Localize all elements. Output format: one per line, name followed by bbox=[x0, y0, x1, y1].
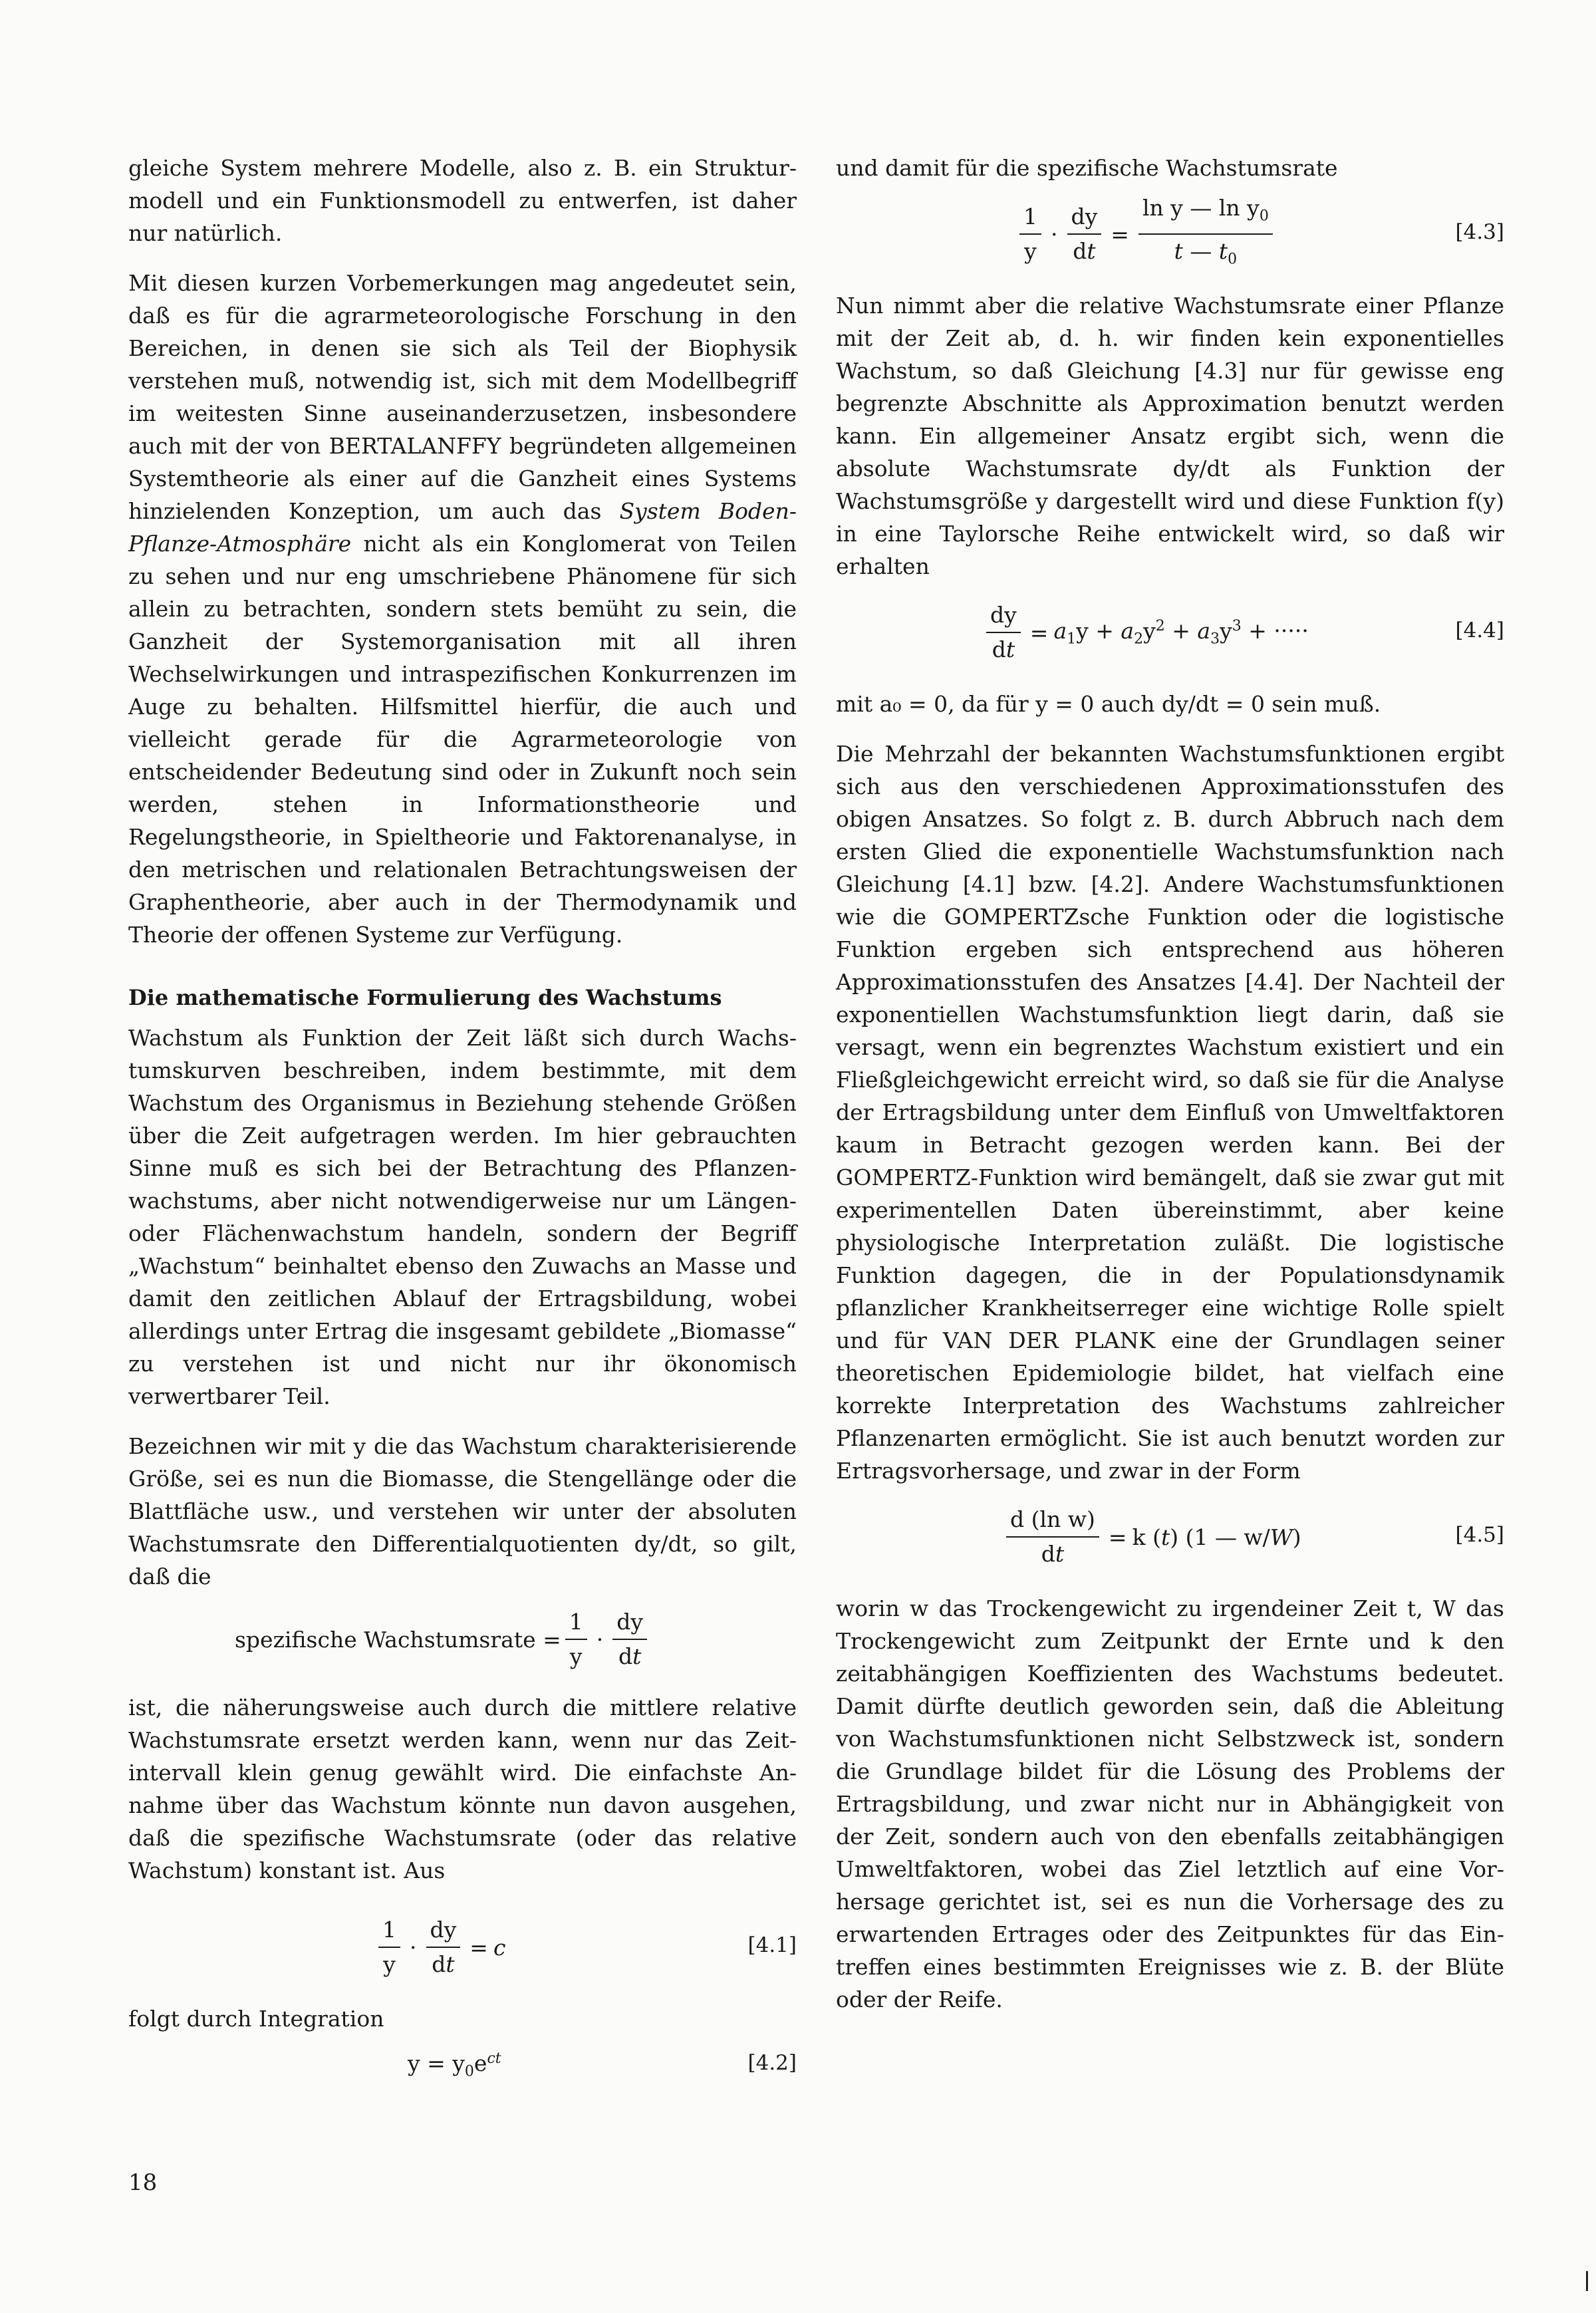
paragraph: Bezeichnen wir mit y die das Wachstum charakterisierende Größe, sei es nun die Biomasse, die Stengellänge oder die Blattfläche usw., und verstehen wir unter der absoluten Wachstumsrate den Differentialquotienten dy/dt, so gilt, daß die bbox=[128, 1433, 797, 1589]
equation-4-1: $\frac{1}{y}$ · $\frac{dy}{dt}$ = c [4.1] bbox=[128, 1904, 797, 1990]
paragraph: Die Mehrzahl der bekannten Wachstumsfunktionen ergibt sich aus den verschiedenen Approximationsstufen des obigen Ansatzes. So folgt z. B. durch Abbruch nach dem ersten Glied die exponentielle Wachstumsfunktion nach Gleichung [4.1] bzw. [4.2]. Andere Wachstumsfunktionen wie die GOMPERTZsche Funktion oder die logistische Funktion ergeben sich entsprechend aus höheren Approximationsstufen des Ansatzes [4.4]. Der Nachteil der exponentiellen Wachstumsfunktion liegt darin, daß sie versagt, wenn ein begrenztes Wachstum existiert und ein Fließgleichgewicht erreicht wird, so daß sie für die Analyse der Ertragsbildung unter dem Einfluß von Umweltfaktoren kaum in Betracht gezogen werden kann. Bei der GOMPERTZ-Funktion wird bemängelt, daß sie zwar gut mit experimentellen Daten übereinstimmt, aber keine physiologische Interpretation zuläßt. Die logistische Funktion dagegen, die in der Populationsdynamik pflanzlicher Krankheitserreger eine wichtige Rolle spielt und für VAN DER PLANK eine der Grundlagen seiner theoretischen Epidemiologie bildet, hat vielfach eine korrekte Interpretation des Wachstums zahlreicher Pflanzenarten ermöglicht. Sie ist auch benutzt worden zur Ertragsvorhersage, und zwar in der Form bbox=[836, 741, 1504, 1484]
equation-number: [4.1] bbox=[747, 1933, 797, 1957]
section-heading: Die mathematische Formulierung des Wachstums bbox=[128, 985, 722, 1010]
equation-label: spezifische Wachstumsrate = bbox=[235, 1626, 561, 1653]
right-column bbox=[836, 152, 1504, 2033]
paragraph: gleiche System mehrere Modelle, also z. B. ein Strukturmodell und ein Funktionsmodell zu entwerfen, ist daher nur natürlich. bbox=[128, 155, 797, 246]
equation-4-5: $\frac{\text{d (ln w)}}{dt}$ = k (t) (1 — w/W) [4.5] bbox=[836, 1494, 1504, 1580]
paragraph: mit a₀ = 0, da für y = 0 auch dy/dt = 0 sein muß. bbox=[836, 691, 1381, 717]
equation-number: [4.2] bbox=[747, 2051, 797, 2075]
page-number: 18 bbox=[128, 2169, 158, 2196]
equation-4-2: $y = y_0e^{ct}$ [4.2] bbox=[408, 2050, 797, 2080]
paragraph: und damit für die spezifische Wachstumsrate bbox=[836, 155, 1338, 181]
paragraph: folgt durch Integration bbox=[128, 2006, 384, 2032]
equation-number: [4.4] bbox=[1455, 618, 1504, 642]
equation-4-4: $\frac{dy}{dt}$ = $a_1y + a_2y^2 + a_3y^3$ + ····· [4.4] bbox=[836, 589, 1504, 676]
paragraph: Wachstum als Funktion der Zeit läßt sich durch Wachstumskurven beschreiben, indem bestimmte, mit dem Wachstum des Organismus in Beziehung stehende Größen über die Zeit aufgetragen werden. Im hier gebrauchten Sinne muß es sich bei der Betrachtung des Pflanzenwachstums, aber nicht notwendigerweise nur um Längen- oder Flächenwachstum handeln, sondern der Begriff „Wachstum“ beinhaltet ebenso den Zuwachs an Masse und damit den zeitlichen Ablauf der Ertragsbildung, wobei allerdings unter Ertrag die insgesamt gebildete „Biomasse“ zu verstehen ist und nicht nur ihr ökonomisch verwertbarer Teil. bbox=[128, 1025, 797, 1409]
equation-4-3: $\frac{1}{y}$ · $\frac{dy}{dt}$ = $\frac{\ln y — \ln y_0}{t — t_0}$ [4.3] bbox=[836, 191, 1504, 277]
equation-number: [4.3] bbox=[1455, 220, 1504, 244]
edge-mark bbox=[1586, 2271, 1588, 2291]
paragraph: worin w das Trockengewicht zu irgendeiner Zeit t, W das Trockengewicht zum Zeitpunkt der Ernte und k den zeitabhängigen Koeffizienten des Wachstums bedeutet. Damit dürfte deutlich geworden sein, daß die Ableitung von Wachstumsfunktionen nicht Selbstzweck ist, sondern die Grundlage bildet für die Lösung des Problems der Ertragsbildung, und zwar nicht nur in Abhängigkeit von der Zeit, sondern auch von den ebenfalls zeitabhängigen Umweltfaktoren, wobei das Ziel letztlich auf eine Vorhersage gerichtet ist, sei es nun die Vorhersage des zu erwartenden Ertrages oder des Zeitpunktes für das Eintreffen eines bestimmten Ereignisses wie z. B. der Blüte oder der Reife. bbox=[836, 1595, 1504, 2012]
left-column bbox=[128, 152, 797, 2100]
equation-specific-rate: spezifische Wachstumsrate = $\frac{1}{y}$ · $\frac{dy}{dt}$ bbox=[128, 1599, 797, 1679]
paragraph: ist, die näherungsweise auch durch die mittlere relative Wachstumsrate ersetzt werden kann, wenn nur das Zeitintervall klein genug gewählt wird. Die einfachste Annahme über das Wachstum könnte nun davon ausgehen, daß die spezifische Wachstumsrate (oder das relative Wachstum) konstant ist. Aus bbox=[128, 1695, 797, 1883]
equation-number: [4.5] bbox=[1455, 1523, 1504, 1547]
paragraph: Mit diesen kurzen Vorbemerkungen mag angedeutet sein, daß es für die agrarmeteorologische Forschung in den Bereichen, in denen sie sich als Teil der Biophysik verstehen muß, notwendig ist, sich mit dem Modellbegriff im weitesten Sinne auseinanderzusetzen, insbesondere auch mit der von BERTALANFFY begründeten allgemeinen Systemtheorie als einer auf die Ganzheit eines Systems hinzielenden Konzeption, um auch das System Boden-Pflanze-Atmosphäre nicht als ein Konglomerat von Teilen zu sehen und nur eng umschriebene Phänomene für sich allein zu betrachten, sondern stets bemüht zu sein, die Ganzheit der Systemorganisation mit all ihren Wechselwirkungen und intraspezifischen Konkurrenzen im Auge zu behalten. Hilfsmittel hierfür, die auch und vielleicht gerade für die Agrarmeteorologie von entscheidender Bedeutung sind oder in Zukunft noch sein werden, stehen in Informationstheorie und Regelungstheorie, in Spieltheorie und Faktorenanalyse, in den metrischen und relationalen Betrachtungsweisen der Graphentheorie, aber auch in der Thermodynamik und Theorie der offenen Systeme zur Verfügung. bbox=[128, 270, 797, 948]
paragraph: Nun nimmt aber die relative Wachstumsrate einer Pflanze mit der Zeit ab, d. h. wir finden kein exponentielles Wachstum, so daß Gleichung [4.3] nur für gewisse eng begrenzte Abschnitte als Approximation benutzt werden kann. Ein allgemeiner Ansatz ergibt sich, wenn die absolute Wachstumsrate dy/dt als Funktion der Wachstumsgröße y dargestellt wird und diese Funktion f(y) in eine Taylorsche Reihe entwickelt wird, so daß wir erhalten bbox=[836, 293, 1504, 579]
